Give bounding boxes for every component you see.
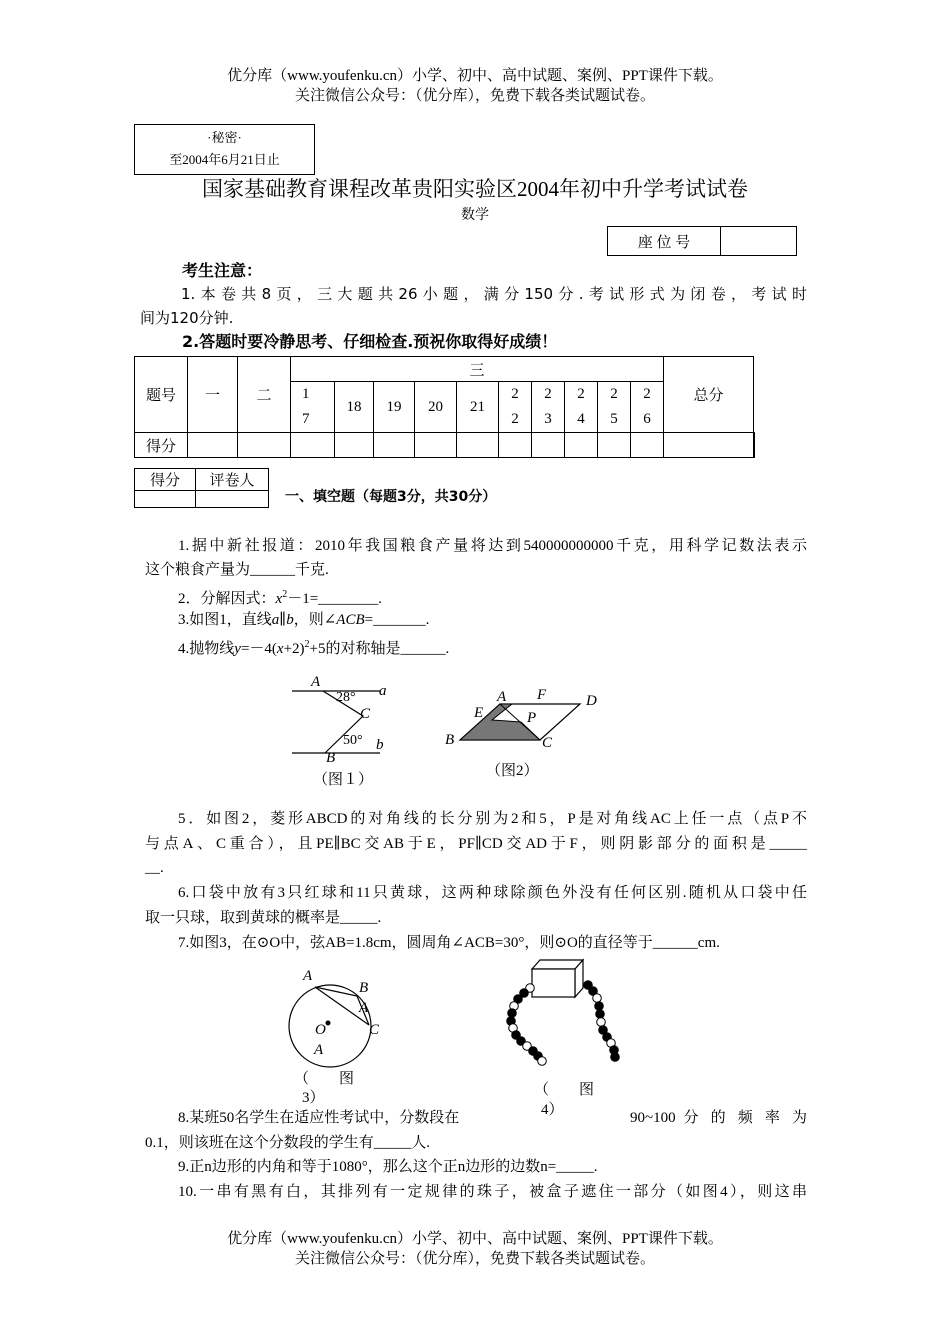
- grader-table: [134, 468, 269, 508]
- score-cell[interactable]: [335, 433, 374, 458]
- q4: 4.抛物线$y=-4(x+2)^2+5$的对称轴是______.: [178, 639, 450, 657]
- beads-right: [584, 981, 620, 1062]
- q5-line3: __.: [145, 860, 164, 876]
- col-header-2: 二: [238, 357, 291, 433]
- seat-table: [607, 226, 797, 256]
- secret-label: ·秘密·: [207, 130, 242, 145]
- fig1-caption: （图１）: [313, 772, 374, 788]
- fig4-caption-a: （ 图: [534, 1082, 595, 1098]
- grader-score-label: 得分: [135, 469, 196, 491]
- q8-line1-left: 8.某班50名学生在适应性考试中，分数段在: [178, 1110, 460, 1126]
- q6-line1: 6.口袋中放有3只红球和11只黄球，这两种球除颜色外没有任何区别.随机从口袋中任: [178, 885, 807, 901]
- grader-name-cell[interactable]: [196, 491, 269, 508]
- fig1-label-a: a: [379, 683, 387, 699]
- fig3-label-A2: A: [359, 1000, 369, 1016]
- q26-header: 2 6: [631, 382, 664, 433]
- notice-item1-cont: 间为120分钟.: [140, 309, 234, 327]
- fig2-label-D: D: [586, 693, 597, 709]
- watermark-line2: 关注微信公众号：（优分库），免费下载各类试题试卷。: [294, 88, 655, 104]
- q5-line1: 5．如图2，菱形ABCD的对角线的长分别为2和5，P是对角线AC上任一点（点P不: [178, 811, 807, 827]
- q1-line2: 这个粮食产量为______千克.: [145, 562, 329, 578]
- score-cell[interactable]: [415, 433, 457, 458]
- fig3-caption-b: 3）: [302, 1090, 325, 1106]
- q25-header: 2 5: [598, 382, 631, 433]
- page-subtitle: 数学: [461, 208, 489, 223]
- score-cell[interactable]: [499, 433, 532, 458]
- fig2-label-A: A: [497, 689, 507, 705]
- fig1-label-B: B: [326, 750, 336, 766]
- q23-header: 2 3: [532, 382, 565, 433]
- score-row-label: 得分: [135, 433, 188, 458]
- q7: 7.如图3，在⊙O中，弦AB=1.8cm，圆周角∠ACB=30°，则⊙O的直径等于______cm.: [178, 935, 720, 951]
- q17-header: 1 7: [291, 382, 335, 433]
- fig3-label-C: C: [369, 1022, 380, 1038]
- fig1-label-A: A: [311, 674, 321, 690]
- q19-header: 19: [374, 382, 415, 433]
- notice-heading: 考生注意：: [182, 261, 263, 280]
- figure-4: [500, 955, 630, 1075]
- fig2-label-B: B: [445, 732, 455, 748]
- fig3-caption-a: （ 图: [294, 1071, 355, 1087]
- grader-label: 评卷人: [196, 469, 269, 491]
- fig1-angle-50: 50°: [343, 733, 363, 748]
- score-cell[interactable]: [291, 433, 335, 458]
- q2: 2．分解因式：$x^2-1=\_\_\_\_\_\_\_\_$.: [178, 589, 382, 607]
- score-cell[interactable]: [598, 433, 631, 458]
- q24-header: 2 4: [565, 382, 598, 433]
- score-cell[interactable]: [631, 433, 664, 458]
- seat-value[interactable]: [721, 227, 797, 256]
- q18-header: 18: [335, 382, 374, 433]
- notice-item2: 2.答题时要冷静思考、仔细检查.预祝你取得好成绩！: [182, 332, 558, 351]
- q8-line2: 0.1，则该班在这个分数段的学生有_____人.: [145, 1135, 431, 1151]
- col-header-total: 总分: [664, 357, 754, 433]
- q5-line2: 与点A、C重合），且PE∥BC交AB于E，PF∥CD交AD于F，则阴影部分的面积是_____: [145, 836, 807, 852]
- fig2-label-C: C: [542, 735, 553, 751]
- q22-header: 2 2: [499, 382, 532, 433]
- q3: 3.如图1，直线a∥b，则∠ACB=_______.: [178, 612, 430, 628]
- q21-header: 21: [457, 382, 499, 433]
- figure-1: [285, 672, 405, 772]
- fig2-label-E: E: [474, 705, 484, 721]
- grader-score-cell[interactable]: [135, 491, 196, 508]
- fig1-angle-28: 28°: [336, 690, 356, 705]
- q9: 9.正n边形的内角和等于1080°，那么这个正n边形的边数n=_____.: [178, 1159, 598, 1175]
- score-cell[interactable]: [532, 433, 565, 458]
- watermark-footer-line1: 优分库（www.youfenku.cn）小学、初中、高中试题、案例、PPT课件下载。: [227, 1231, 723, 1247]
- score-cell[interactable]: [664, 433, 754, 458]
- fig3-label-O: O: [315, 1022, 326, 1038]
- score-table: [134, 356, 755, 458]
- col-header-3: 三: [291, 357, 664, 382]
- secret-box: [134, 124, 315, 175]
- fig2-label-P: P: [527, 710, 537, 726]
- watermark-footer: [0, 1229, 950, 1269]
- score-cell[interactable]: [754, 433, 755, 458]
- section1-heading: 一、填空题（每题3分，共30分）: [285, 489, 497, 505]
- secret-date: 至2004年6月21日止: [169, 152, 280, 167]
- row-label: 题号: [135, 357, 188, 433]
- fig3-label-B: B: [359, 980, 369, 996]
- score-cell[interactable]: [238, 433, 291, 458]
- score-cell[interactable]: [565, 433, 598, 458]
- fig4-caption-b: 4）: [541, 1102, 564, 1118]
- q6-line2: 取一只球，取到黄球的概率是_____.: [145, 910, 382, 926]
- fig1-label-b: b: [376, 737, 384, 753]
- col-header-1: 一: [188, 357, 238, 433]
- fig3-label-A: A: [303, 968, 313, 984]
- watermark-line1: 优分库（www.youfenku.cn）小学、初中、高中试题、案例、PPT课件下载。: [227, 68, 723, 84]
- q10: 10.一串有黑有白，其排列有一定规律的珠子，被盒子遮住一部分（如图4），则这串: [178, 1184, 807, 1200]
- score-cell[interactable]: [374, 433, 415, 458]
- q8-line1-right: 90~100 分 的 频 率 为: [630, 1110, 807, 1126]
- seat-label: 座 位 号: [608, 227, 721, 256]
- q1-line1: 1.据中新社报道：2010年我国粮食产量将达到540000000000千克，用科学记数法表示: [178, 538, 807, 554]
- notice-item1: 1.本卷共8页，三大题共26小题，满分150分.考试形式为闭卷，考试时: [181, 285, 807, 303]
- fig3-label-A3: A: [314, 1042, 324, 1058]
- fig1-label-C: C: [360, 706, 371, 722]
- watermark-header: [0, 66, 950, 106]
- score-cell[interactable]: [457, 433, 499, 458]
- watermark-footer-line2: 关注微信公众号：（优分库），免费下载各类试题试卷。: [294, 1251, 655, 1267]
- q20-header: 20: [415, 382, 457, 433]
- figure-2: [450, 690, 600, 750]
- fig2-label-F: F: [537, 687, 547, 703]
- page-title: 国家基础教育课程改革贵阳实验区2004年初中升学考试试卷: [202, 177, 748, 201]
- fig2-caption: （图2）: [486, 763, 539, 779]
- score-cell[interactable]: [188, 433, 238, 458]
